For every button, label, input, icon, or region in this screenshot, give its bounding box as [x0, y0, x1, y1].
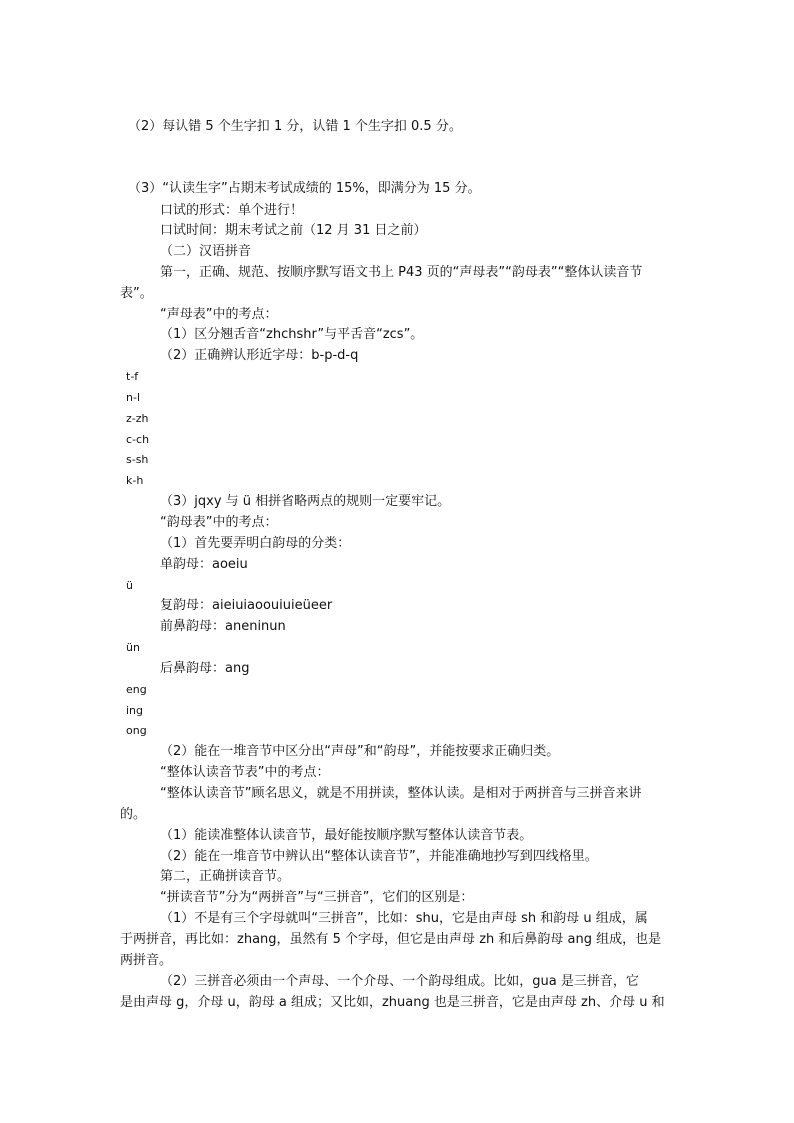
letter-pair: s-sh: [126, 453, 149, 466]
text-line: （2）正确辨认形近字母：b-p-d-q: [160, 348, 359, 363]
text-line: 表”。: [120, 286, 153, 301]
text-line: 前鼻韵母：aneninun: [160, 619, 286, 634]
text-line: 第一，正确、规范、按顺序默写语文书上 P43 页的“声母表”“韵母表”“整体认读音节: [160, 265, 643, 280]
text-line: “整体认读音节表”中的考点：: [160, 765, 330, 780]
text-line: “声母表”中的考点：: [160, 307, 278, 322]
letter-pair: k-h: [126, 474, 144, 487]
text-line: （1）区分翘舌音“zhchshr”与平舌音“zcs”。: [160, 327, 424, 342]
text-line: （2）三拼音必须由一个声母、一个介母、一个韵母组成。比如，gua 是三拼音，它: [160, 974, 639, 989]
text-line: 单韵母：aoeiu: [160, 557, 248, 572]
text-line: （2）能在一堆音节中辨认出“整体认读音节”，并能准确地抄写到四线格里。: [160, 849, 598, 864]
text-line: （1）不是有三个字母就叫“三拼音”，比如：shu，它是由声母 sh 和韵母 u 组成，属: [160, 911, 648, 926]
text-line: 口试的形式：单个进行！: [160, 203, 304, 218]
letter-pair: ong: [126, 724, 147, 737]
letter-pair: eng: [126, 683, 147, 696]
letter-pair: ün: [126, 641, 140, 654]
text-line: （3）“认读生字”占期末考试成绩的 15%，即满分为 15 分。: [128, 181, 481, 196]
text-line: “韵母表”中的考点：: [160, 515, 278, 530]
text-line: （1）能读准整体认读音节，最好能按顺序默写整体认读音节表。: [160, 828, 533, 843]
text-line: 第二，正确拼读音节。: [160, 869, 291, 884]
text-line: 于两拼音，再比如：zhang，虽然有 5 个字母，但它是由声母 zh 和后鼻韵母 ang 组成，也是: [120, 932, 662, 947]
text-line: 的。: [120, 807, 147, 822]
text-line: “整体认读音节”顾名思义，就是不用拼读，整体认读。是相对于两拼音与三拼音来讲: [160, 786, 642, 801]
letter-pair: ü: [126, 579, 133, 592]
text-line: 是由声母 g，介母 u，韵母 a 组成；又比如，zhuang 也是三拼音，它是由声母 zh、介母 u 和: [120, 995, 665, 1010]
text-line: （2）每认错 5 个生字扣 1 分，认错 1 个生字扣 0.5 分。: [128, 119, 462, 134]
letter-pair: ing: [126, 704, 144, 717]
text-line: （2）能在一堆音节中区分出“声母”和“韵母”，并能按要求正确归类。: [160, 744, 560, 759]
text-line: “拼读音节”分为“两拼音”与“三拼音”，它们的区别是：: [160, 890, 474, 905]
text-line: 两拼音。: [120, 953, 173, 968]
text-line: 口试时间：期末考试之前（12 月 31 日之前）: [160, 223, 427, 238]
letter-pair: c-ch: [126, 433, 150, 446]
letter-pair: t-f: [126, 370, 139, 383]
text-line: 复韵母：aieiuiaoouiuieüeer: [160, 598, 333, 613]
text-line: （3）jqxy 与 ü 相拼省略两点的规则一定要牢记。: [160, 494, 451, 509]
letter-pair: z-zh: [126, 412, 149, 425]
section-heading: （二）汉语拼音: [160, 244, 252, 259]
letter-pair: n-l: [126, 391, 140, 404]
text-line: 后鼻韵母：ang: [160, 661, 250, 676]
text-line: （1）首先要弄明白韵母的分类：: [160, 536, 351, 551]
